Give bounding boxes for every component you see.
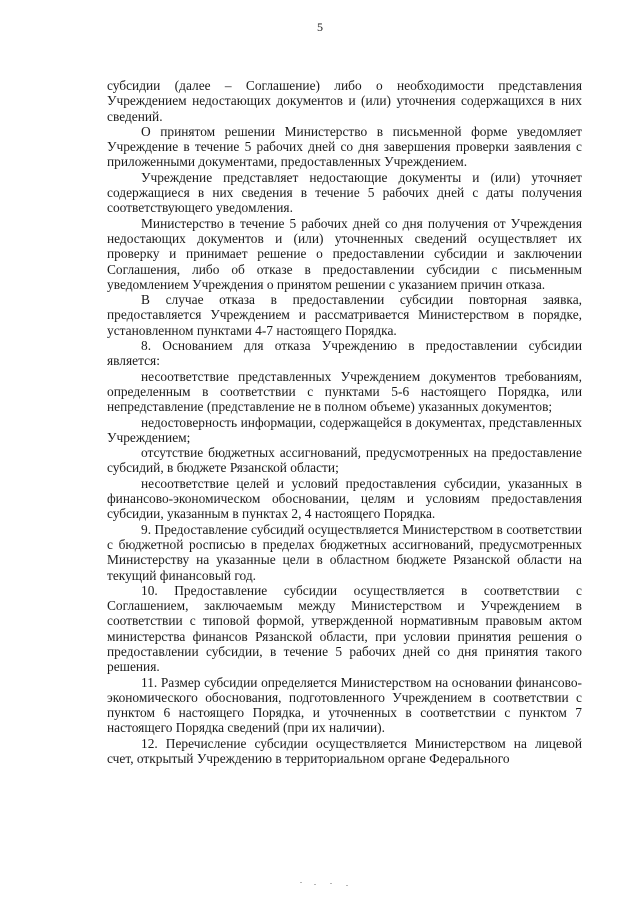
paragraph-continuation: субсидии (далее – Соглашение) либо о необходимости представления Учреждением недостающих документов и (или) уточнения содержащихся в них сведений. <box>107 78 582 124</box>
paragraph-refusal-reason-4: несоответствие целей и условий предоставления субсидии, указанных в финансово-экономическом обосновании, целям и условиям предоставления субсидии, указанным в пунктах 2, 4 настоящего Порядка. <box>107 475 582 522</box>
paragraph-item-8: 8. Основанием для отказа Учреждению в предоставлении субсидии является: <box>107 338 582 369</box>
paragraph-refusal-reason-3: отсутствие бюджетных ассигнований, предусмотренных на предоставление субсидий, в бюджете Рязанской области; <box>107 445 582 476</box>
paragraph-refusal-reason-1: несоответствие представленных Учреждением документов требованиям, определенным в соответствии с пунктами 5-6 настоящего Порядка, или непредставление (представление не в полном объеме) указанных документов; <box>107 368 582 415</box>
scan-noise <box>300 880 360 890</box>
paragraph-notification: О принятом решении Министерство в письменной форме уведомляет Учреждение в течение 5 рабочих дней со дня завершения проверки заявления с приложенными документами, предоставленных Учреждением. <box>107 123 582 170</box>
paragraph-ministry-review: Министерство в течение 5 рабочих дней со дня получения от Учреждения недостающих документов и (или) уточненных сведений осуществляет их проверку и принимает решение о предоставлении субсидии и заключении Соглашения, либо об отказе в предоставлении субсидии с письменным уведомлением Учреждения о принятом решении с указанием причин отказа. <box>107 215 582 292</box>
document-body <box>107 78 582 766</box>
page-number: 5 <box>317 20 323 34</box>
paragraph-repeat-application: В случае отказа в предоставлении субсидии повторная заявка, предоставляется Учреждением и рассматривается Министерством в порядке, установленном пунктами 4-7 настоящего Порядка. <box>107 292 582 338</box>
paragraph-item-9: 9. Предоставление субсидий осуществляется Министерством в соответствии с бюджетной росписью в пределах бюджетных ассигнований, предусмотренных Министерству на указанные цели в областном бюджете Рязанской области на текущий финансовый год. <box>107 521 582 583</box>
paragraph-missing-documents: Учреждение представляет недостающие документы и (или) уточняет содержащиеся в них сведения в течение 5 рабочих дней с даты получения соответствующего уведомления. <box>107 169 582 216</box>
paragraph-refusal-reason-2: недостоверность информации, содержащейся в документах, представленных Учреждением; <box>107 414 582 445</box>
paragraph-item-11: 11. Размер субсидии определяется Министерством на основании финансово-экономического обоснования, подготовленного Учреждением в соответствии с пунктом 6 настоящего Порядка, и уточненных в соответствии с пунктом 7 настоящего Порядка сведений (при их наличии). <box>107 674 582 736</box>
paragraph-item-12: 12. Перечисление субсидии осуществляется Министерством на лицевой счет, открытый Учреждению в территориальном органе Федерального <box>107 735 582 767</box>
paragraph-item-10: 10. Предоставление субсидии осуществляется в соответствии с Соглашением, заключаемым между Министерством и Учреждением в соответствии с типовой формой, утвержденной нормативным правовым актом министерства финансов Рязанской области, при условии принятия решения о предоставлении субсидии, в течение 5 рабочих дней со дня принятия такого решения. <box>107 582 582 675</box>
